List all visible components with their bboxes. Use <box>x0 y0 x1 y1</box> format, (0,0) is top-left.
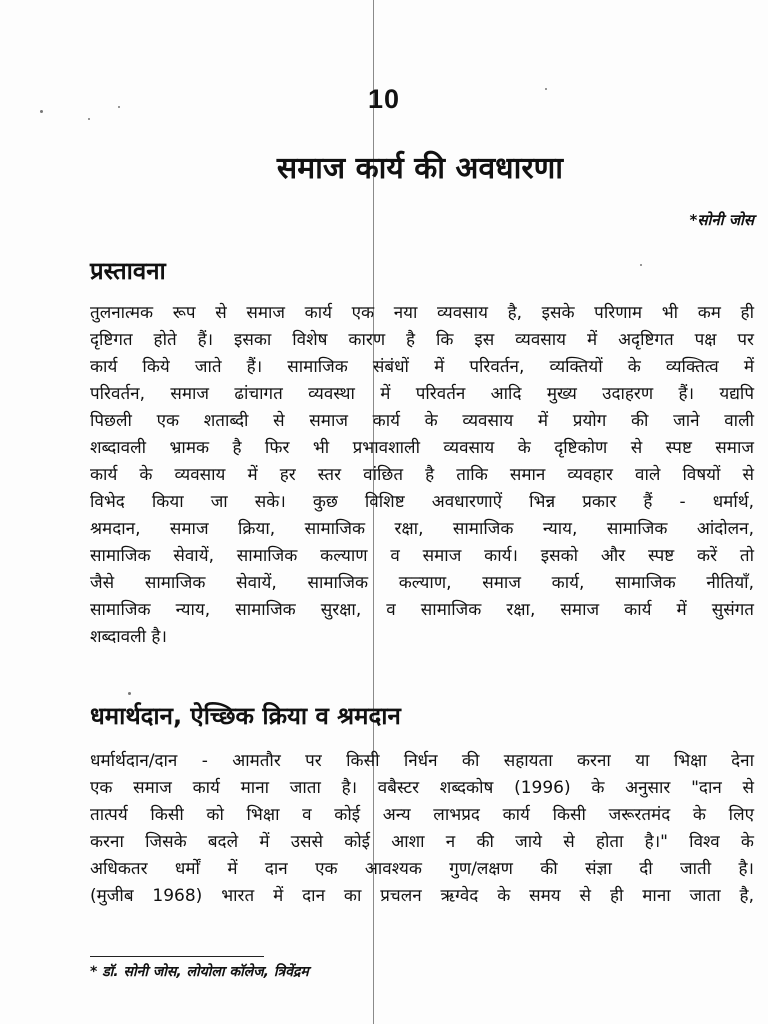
text-line: सामाजिक न्याय, सामाजिक सुरक्षा, व सामाजिक रक्षा, समाज कार्य में सुसंगत <box>90 600 754 620</box>
text-line: कार्य किये जाते हैं। सामाजिक संबंधों में परिवर्तन, व्यक्तियों के व्यक्तित्व में <box>90 357 754 377</box>
text-line: करना जिसके बदले में उससे कोई आशा न की जाये से होता है।" विश्व के <box>90 832 754 852</box>
paragraph-charity <box>90 748 754 910</box>
scan-speck <box>128 692 131 695</box>
footnote: * डॉ. सोनी जोस, लोयोला कॉलेज, त्रिवेंद्रम <box>90 964 309 980</box>
text-line: पिछली एक शताब्दी से समाज कार्य के व्यवसाय में प्रयोग की जाने वाली <box>90 411 754 431</box>
text-line: कार्य के व्यवसाय में हर स्तर वांछित है ताकि समान व्यवहार वाले विषयों से <box>90 465 754 485</box>
text-line: तात्पर्य किसी को भिक्षा व कोई अन्य लाभप्रद कार्य किसी जरूरतमंद के लिए <box>90 805 754 825</box>
text-line: धर्मार्थदान/दान - आमतौर पर किसी निर्धन की सहायता करना या भिक्षा देना <box>90 751 754 771</box>
scan-speck <box>88 118 90 120</box>
author-name: *सोनी जोस <box>689 211 754 229</box>
section-heading-charity: धमार्थदान, ऐच्छिक क्रिया व श्रमदान <box>90 702 401 730</box>
text-line: (मुजीब 1968) भारत में दान का प्रचलन ऋग्वेद के समय से ही माना जाता है, <box>90 886 754 906</box>
text-line: शब्दावली है। <box>90 627 167 647</box>
text-line: जैसे सामाजिक सेवायें, सामाजिक कल्याण, समाज कार्य, सामाजिक नीतियाँ, <box>90 573 754 593</box>
text-line: अधिकतर धर्मों में दान एक आवश्यक गुण/लक्षण की संज्ञा दी जाती है। <box>90 859 754 879</box>
text-line: दृष्टिगत होते हैं। इसका विशेष कारण है कि इस व्यवसाय में अदृष्टिगत पक्ष पर <box>90 330 754 350</box>
text-line: सामाजिक सेवायें, सामाजिक कल्याण व समाज कार्य। इसको और स्पष्ट करें तो <box>90 546 754 566</box>
text-line: परिवर्तन, समाज ढांचागत व्यवस्था में परिवर्तन आदि मुख्य उदाहरण हैं। यद्यपि <box>90 384 754 404</box>
section-heading-introduction: प्रस्तावना <box>90 257 166 285</box>
chapter-number: 10 <box>367 84 401 114</box>
paragraph-introduction <box>90 300 754 651</box>
scan-speck <box>640 264 642 266</box>
text-line: विभेद किया जा सके। कुछ विशिष्ट अवधारणाऐं भिन्न प्रकार हैं - धर्मार्थ, <box>90 492 754 512</box>
text-line: श्रमदान, समाज क्रिया, सामाजिक रक्षा, सामाजिक न्याय, सामाजिक आंदोलन, <box>90 519 754 539</box>
text-line: शब्दावली भ्रामक है फिर भी प्रभावशाली व्यवसाय के दृष्टिकोण से स्पष्ट समाज <box>90 438 754 458</box>
chapter-title: समाज कार्य की अवधारणा <box>276 151 564 186</box>
footnote-divider <box>90 956 264 957</box>
text-line: तुलनात्मक रूप से समाज कार्य एक नया व्यवसाय है, इसके परिणाम भी कम ही <box>90 303 754 323</box>
text-line: एक समाज कार्य माना जाता है। वबैस्टर शब्दकोष (1996) के अनुसार "दान से <box>90 778 754 798</box>
